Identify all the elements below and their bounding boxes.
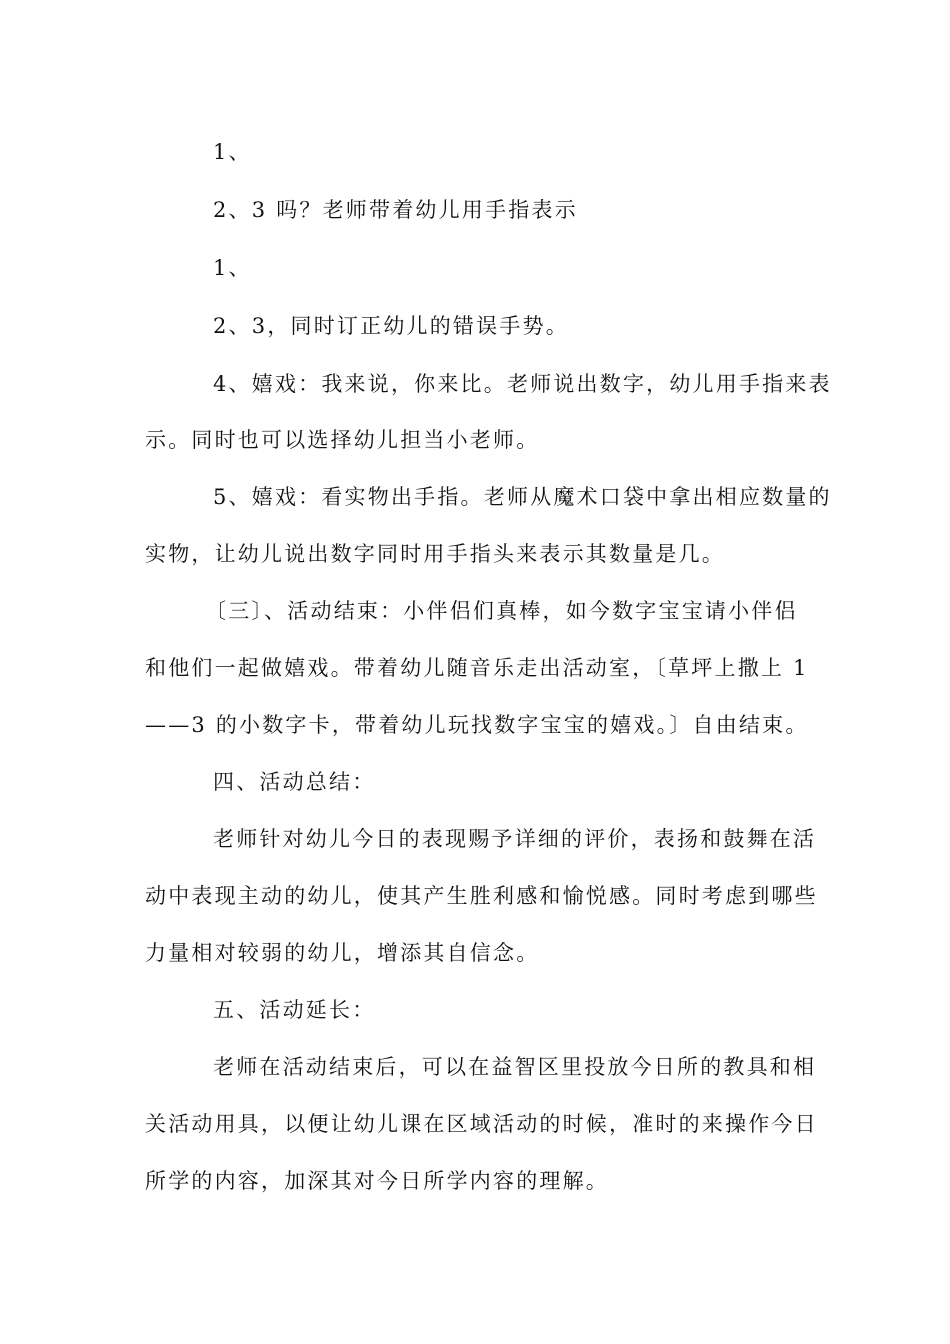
section-heading: 五、活动延长： bbox=[213, 998, 376, 1022]
text-line: 老师在活动结束后，可以在益智区里投放今日所的教具和相 bbox=[213, 1055, 817, 1079]
text-line: 老师针对幼儿今日的表现赐予详细的评价，表扬和鼓舞在活 bbox=[213, 827, 817, 851]
text-line: 1、 bbox=[213, 256, 252, 280]
text-line: 关活动用具，以便让幼儿课在区域活动的时候，准时的来操作今日 bbox=[145, 1112, 818, 1136]
text-line: 所学的内容，加深其对今日所学内容的理解。 bbox=[145, 1169, 609, 1193]
text-line: 实物，让幼儿说出数字同时用手指头来表示其数量是几。 bbox=[145, 542, 725, 566]
text-line: 4、嬉戏：我来说，你来比。老师说出数字，幼儿用手指来表 bbox=[213, 372, 832, 396]
text-line: 2、3，同时订正幼儿的错误手势。 bbox=[213, 314, 569, 338]
text-line: 力量相对较弱的幼儿，增添其自信念。 bbox=[145, 941, 540, 965]
section-heading: 四、活动总结： bbox=[213, 770, 376, 794]
text-line: 5、嬉戏：看实物出手指。老师从魔术口袋中拿出相应数量的 bbox=[213, 485, 832, 509]
text-line: 动中表现主动的幼儿，使其产生胜利感和愉悦感。同时考虑到哪些 bbox=[145, 884, 818, 908]
text-line: ——3 的小数字卡，带着幼儿玩找数字宝宝的嬉戏。〕自由结束。 bbox=[145, 713, 809, 737]
text-line: 1、 bbox=[213, 140, 252, 164]
text-line: 和他们一起做嬉戏。带着幼儿随音乐走出活动室，〔草坪上撒上 1 bbox=[145, 656, 809, 680]
text-line: 2、3 吗？老师带着幼儿用手指表示 bbox=[213, 198, 578, 222]
text-line: 示。同时也可以选择幼儿担当小老师。 bbox=[145, 428, 540, 452]
text-line: 〔三〕、活动结束：小伴侣们真棒，如今数字宝宝请小伴侣 bbox=[205, 599, 798, 623]
